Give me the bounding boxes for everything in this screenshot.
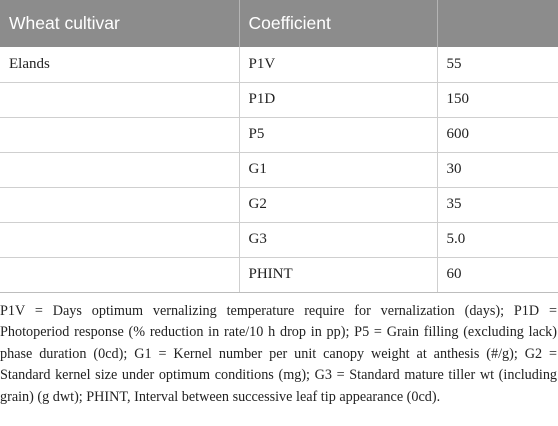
table-row — [0, 187, 558, 222]
header-wheat-cultivar: Wheat cultivar — [0, 0, 239, 47]
cell-coefficient: G2 — [239, 187, 437, 222]
table-row — [0, 82, 558, 117]
table-row — [0, 47, 558, 82]
table-row — [0, 257, 558, 292]
table-footnote: P1V = Days optimum vernalizing temperature require for vernalization (days); P1D = Photoperiod response (% reduction in rate/10 h drop in pp); P5 = Grain filling (excluding lack) phase duration (0cd); G1 = Kernel number per unit canopy weight at anthesis (#/g); G2 = Standard kernel size under optimum conditions (mg); G3 = Standard mature tiller wt (including grain) (g dwt); PHINT, Interval between successive leaf tip appearance (0cd). — [0, 302, 557, 405]
cell-cultivar — [0, 257, 239, 292]
table-header-row — [0, 0, 558, 47]
header-coefficient: Coefficient — [239, 0, 437, 47]
cell-coefficient: P5 — [239, 117, 437, 152]
cell-cultivar — [0, 117, 239, 152]
cell-coefficient: G1 — [239, 152, 437, 187]
cell-cultivar — [0, 152, 239, 187]
table-row — [0, 117, 558, 152]
table-row — [0, 152, 558, 187]
cell-cultivar — [0, 187, 239, 222]
cell-coefficient: G3 — [239, 222, 437, 257]
cell-coefficient: P1D — [239, 82, 437, 117]
table-row — [0, 222, 558, 257]
cell-cultivar: Elands — [0, 47, 239, 82]
cell-value: 55 — [446, 55, 462, 72]
cell-cultivar — [0, 222, 239, 257]
cell-value: 35 — [437, 187, 558, 222]
cell-cultivar — [0, 82, 239, 117]
cell-value: 30 — [437, 152, 558, 187]
cell-value: 150 — [437, 82, 558, 117]
cell-coefficient: P1V — [239, 47, 437, 82]
cell-value: 60 — [437, 257, 558, 292]
cell-coefficient: PHINT — [239, 257, 437, 292]
cell-value: 5.0 — [437, 222, 558, 257]
header-value — [437, 0, 558, 47]
cell-value: 600 — [437, 117, 558, 152]
